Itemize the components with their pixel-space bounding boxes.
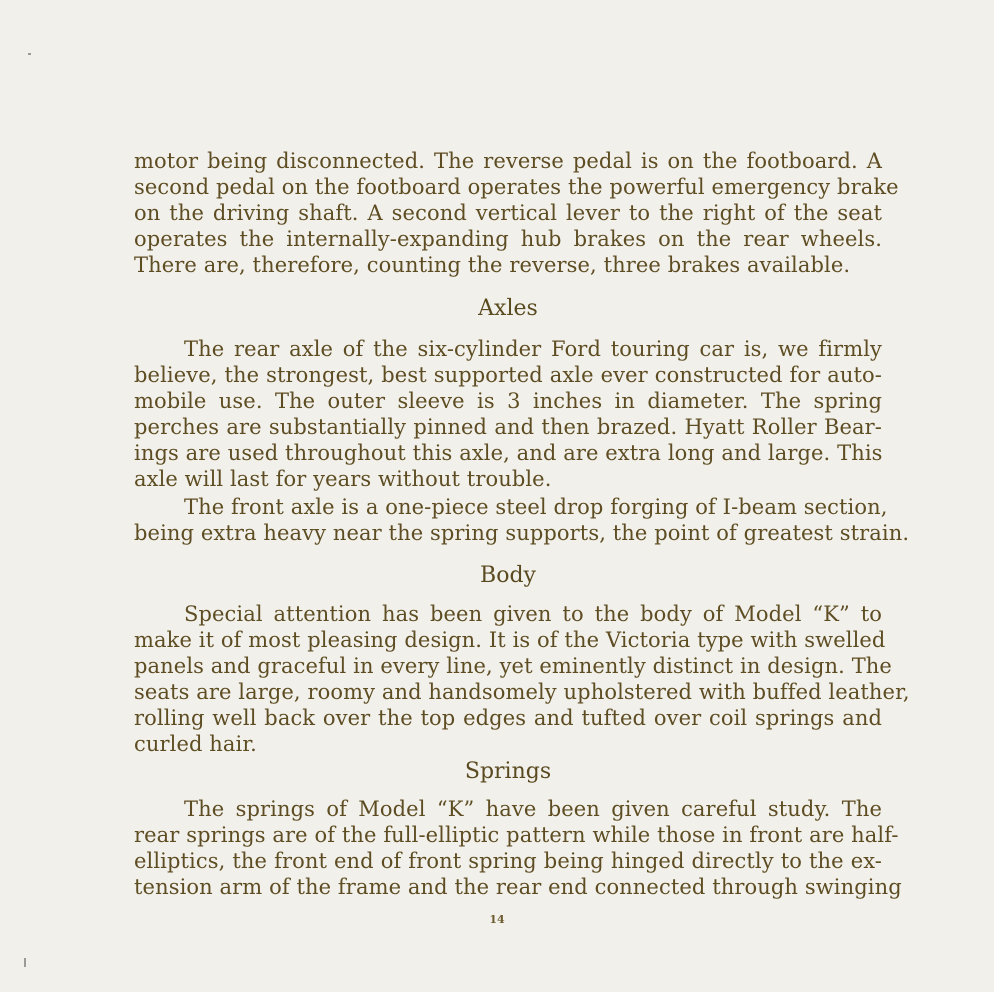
scan-speck-top	[28, 53, 31, 55]
text-line: mobile use. The outer sleeve is 3 inches in diameter. The spring	[134, 389, 882, 413]
springs-paragraph	[134, 796, 902, 900]
text-line: being extra heavy near the spring supports, the point of greatest strain.	[134, 521, 910, 545]
intro-paragraph	[134, 148, 899, 278]
text-line: on the driving shaft. A second vertical lever to the right of the seat	[134, 201, 882, 225]
section-heading-springs: Springs	[464, 759, 552, 784]
text-line: The front axle is a one-piece steel drop forging of I-beam section,	[184, 495, 888, 519]
scan-speck-bottom	[24, 958, 26, 967]
text-line: operates the internally-expanding hub brakes on the rear wheels.	[134, 227, 882, 251]
text-line: motor being disconnected. The reverse pedal is on the footboard. A	[134, 149, 882, 173]
text-line: tension arm of the frame and the rear end connected through swinging	[134, 875, 902, 899]
text-line: believe, the strongest, best supported axle ever constructed for auto-	[134, 363, 882, 387]
page-number: 14	[489, 913, 505, 926]
text-line: panels and graceful in every line, yet eminently distinct in design. The	[134, 654, 892, 678]
text-line: make it of most pleasing design. It is of the Victoria type with swelled	[134, 628, 886, 652]
text-line: Special attention has been given to the body of Model “K” to	[184, 602, 882, 626]
text-line: ings are used throughout this axle, and are extra long and large. This	[134, 441, 883, 465]
text-line: seats are large, roomy and handsomely upholstered with buffed leather,	[134, 680, 910, 704]
text-line: second pedal on the footboard operates the powerful emergency brake	[134, 175, 899, 199]
text-line: The springs of Model “K” have been given careful study. The	[184, 797, 882, 821]
text-line: axle will last for years without trouble.	[134, 467, 552, 491]
axles-paragraph-2	[134, 494, 910, 546]
text-line: perches are substantially pinned and then brazed. Hyatt Roller Bear-	[134, 415, 882, 439]
text-line: There are, therefore, counting the reverse, three brakes available.	[134, 253, 851, 277]
text-line: elliptics, the front end of front spring being hinged directly to the ex-	[134, 849, 882, 873]
text-line: curled hair.	[134, 732, 257, 756]
section-heading-axles: Axles	[478, 296, 538, 321]
text-line: rear springs are of the full-elliptic pattern while those in front are half-	[134, 823, 899, 847]
axles-paragraph-1	[134, 336, 882, 492]
body-paragraph	[134, 601, 910, 757]
text-line: The rear axle of the six-cylinder Ford touring car is, we firmly	[184, 337, 882, 361]
text-line: rolling well back over the top edges and tufted over coil springs and	[134, 706, 882, 730]
section-heading-body: Body	[480, 563, 536, 588]
